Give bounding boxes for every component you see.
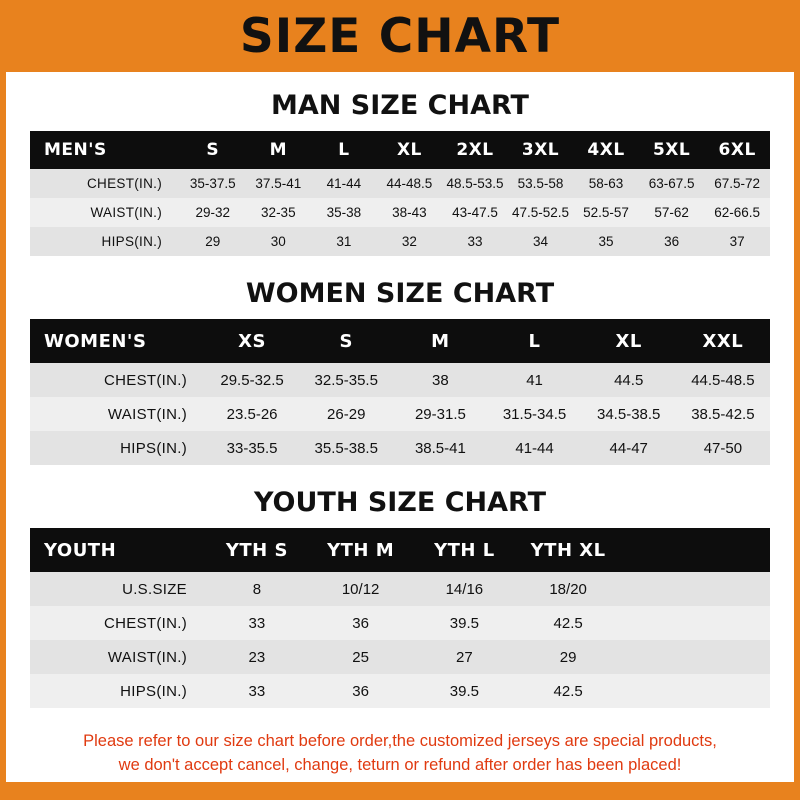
table-youth-size-chart — [30, 528, 770, 708]
cell: 39.5 — [413, 674, 517, 708]
table-row — [30, 169, 770, 198]
cell: 52.5-57 — [573, 198, 639, 227]
cell: 33 — [205, 674, 309, 708]
column-header: M — [393, 319, 487, 363]
cell: 35-37.5 — [180, 169, 246, 198]
bottom-accent-bar — [0, 782, 800, 800]
cell-spacer — [620, 640, 770, 674]
cell: 31.5-34.5 — [487, 397, 581, 431]
cell: 38.5-42.5 — [676, 397, 770, 431]
table-row — [30, 227, 770, 256]
column-header: YTH XL — [516, 528, 620, 572]
column-header-spacer — [620, 528, 770, 572]
cell: 29-32 — [180, 198, 246, 227]
column-header: 2XL — [442, 131, 508, 169]
cell: 23.5-26 — [205, 397, 299, 431]
column-header: 5XL — [639, 131, 705, 169]
footer-line-2: we don't accept cancel, change, teturn or refund after order has been placed! — [118, 755, 682, 774]
row-label: WAIST(IN.) — [30, 198, 180, 227]
column-header: M — [246, 131, 312, 169]
cell: 29-31.5 — [393, 397, 487, 431]
row-label: WAIST(IN.) — [30, 640, 205, 674]
table-row — [30, 572, 770, 606]
cell: 38-43 — [377, 198, 443, 227]
footer-disclaimer — [20, 730, 780, 778]
footer-line-1: Please refer to our size chart before order,the customized jerseys are special products, — [83, 732, 717, 750]
cell: 36 — [309, 606, 413, 640]
row-label: HIPS(IN.) — [30, 674, 205, 708]
cell: 37.5-41 — [246, 169, 312, 198]
column-header: XS — [205, 319, 299, 363]
table-row — [30, 397, 770, 431]
column-header: 6XL — [704, 131, 770, 169]
cell: 44.5 — [582, 363, 676, 397]
cell: 33 — [205, 606, 309, 640]
column-header: XL — [377, 131, 443, 169]
cell: 27 — [413, 640, 517, 674]
column-header: WOMEN'S — [30, 319, 205, 363]
cell: 62-66.5 — [704, 198, 770, 227]
cell: 42.5 — [516, 674, 620, 708]
table-row — [30, 431, 770, 465]
cell: 44.5-48.5 — [676, 363, 770, 397]
cell: 41-44 — [311, 169, 377, 198]
cell: 41-44 — [487, 431, 581, 465]
cell: 32 — [377, 227, 443, 256]
section-title-man: MAN SIZE CHART — [271, 90, 529, 121]
column-header: S — [180, 131, 246, 169]
cell: 44-47 — [582, 431, 676, 465]
table-women-size-chart — [30, 319, 770, 465]
page-banner — [0, 0, 800, 72]
column-header: XXL — [676, 319, 770, 363]
column-header: L — [487, 319, 581, 363]
row-label: HIPS(IN.) — [30, 227, 180, 256]
cell: 38 — [393, 363, 487, 397]
cell-spacer — [620, 606, 770, 640]
cell: 42.5 — [516, 606, 620, 640]
cell: 36 — [639, 227, 705, 256]
column-header: 3XL — [508, 131, 574, 169]
table-row — [30, 198, 770, 227]
cell: 47.5-52.5 — [508, 198, 574, 227]
cell: 35-38 — [311, 198, 377, 227]
cell: 47-50 — [676, 431, 770, 465]
cell: 8 — [205, 572, 309, 606]
table-row — [30, 606, 770, 640]
column-header: MEN'S — [30, 131, 180, 169]
table-man-size-chart — [30, 131, 770, 256]
cell: 33-35.5 — [205, 431, 299, 465]
column-header: YTH S — [205, 528, 309, 572]
cell-spacer — [620, 572, 770, 606]
column-header: L — [311, 131, 377, 169]
column-header: 4XL — [573, 131, 639, 169]
cell: 18/20 — [516, 572, 620, 606]
cell: 58-63 — [573, 169, 639, 198]
cell: 29 — [516, 640, 620, 674]
row-label: WAIST(IN.) — [30, 397, 205, 431]
cell: 35 — [573, 227, 639, 256]
row-label: HIPS(IN.) — [30, 431, 205, 465]
cell: 39.5 — [413, 606, 517, 640]
section-title-women: WOMEN SIZE CHART — [245, 278, 555, 309]
cell: 63-67.5 — [639, 169, 705, 198]
row-label: CHEST(IN.) — [30, 169, 180, 198]
table-header-row — [30, 131, 770, 169]
cell: 67.5-72 — [704, 169, 770, 198]
table-row — [30, 674, 770, 708]
cell: 26-29 — [299, 397, 393, 431]
cell: 34 — [508, 227, 574, 256]
page-title: SIZE CHART — [239, 8, 561, 64]
cell: 34.5-38.5 — [582, 397, 676, 431]
column-header: YTH M — [309, 528, 413, 572]
cell: 31 — [311, 227, 377, 256]
cell: 53.5-58 — [508, 169, 574, 198]
cell: 32.5-35.5 — [299, 363, 393, 397]
cell-spacer — [620, 674, 770, 708]
section-title-youth: YOUTH SIZE CHART — [253, 487, 547, 518]
cell: 29.5-32.5 — [205, 363, 299, 397]
cell: 35.5-38.5 — [299, 431, 393, 465]
cell: 57-62 — [639, 198, 705, 227]
cell: 23 — [205, 640, 309, 674]
cell: 38.5-41 — [393, 431, 487, 465]
table-row — [30, 640, 770, 674]
table-header-row — [30, 528, 770, 572]
cell: 32-35 — [246, 198, 312, 227]
cell: 33 — [442, 227, 508, 256]
row-label: U.S.SIZE — [30, 572, 205, 606]
cell: 25 — [309, 640, 413, 674]
table-row — [30, 363, 770, 397]
cell: 30 — [246, 227, 312, 256]
cell: 48.5-53.5 — [442, 169, 508, 198]
cell: 43-47.5 — [442, 198, 508, 227]
column-header: S — [299, 319, 393, 363]
column-header: YTH L — [413, 528, 517, 572]
cell: 10/12 — [309, 572, 413, 606]
row-label: CHEST(IN.) — [30, 606, 205, 640]
cell: 36 — [309, 674, 413, 708]
column-header: XL — [582, 319, 676, 363]
cell: 44-48.5 — [377, 169, 443, 198]
row-label: CHEST(IN.) — [30, 363, 205, 397]
cell: 14/16 — [413, 572, 517, 606]
cell: 41 — [487, 363, 581, 397]
cell: 37 — [704, 227, 770, 256]
cell: 29 — [180, 227, 246, 256]
column-header: YOUTH — [30, 528, 205, 572]
table-header-row — [30, 319, 770, 363]
